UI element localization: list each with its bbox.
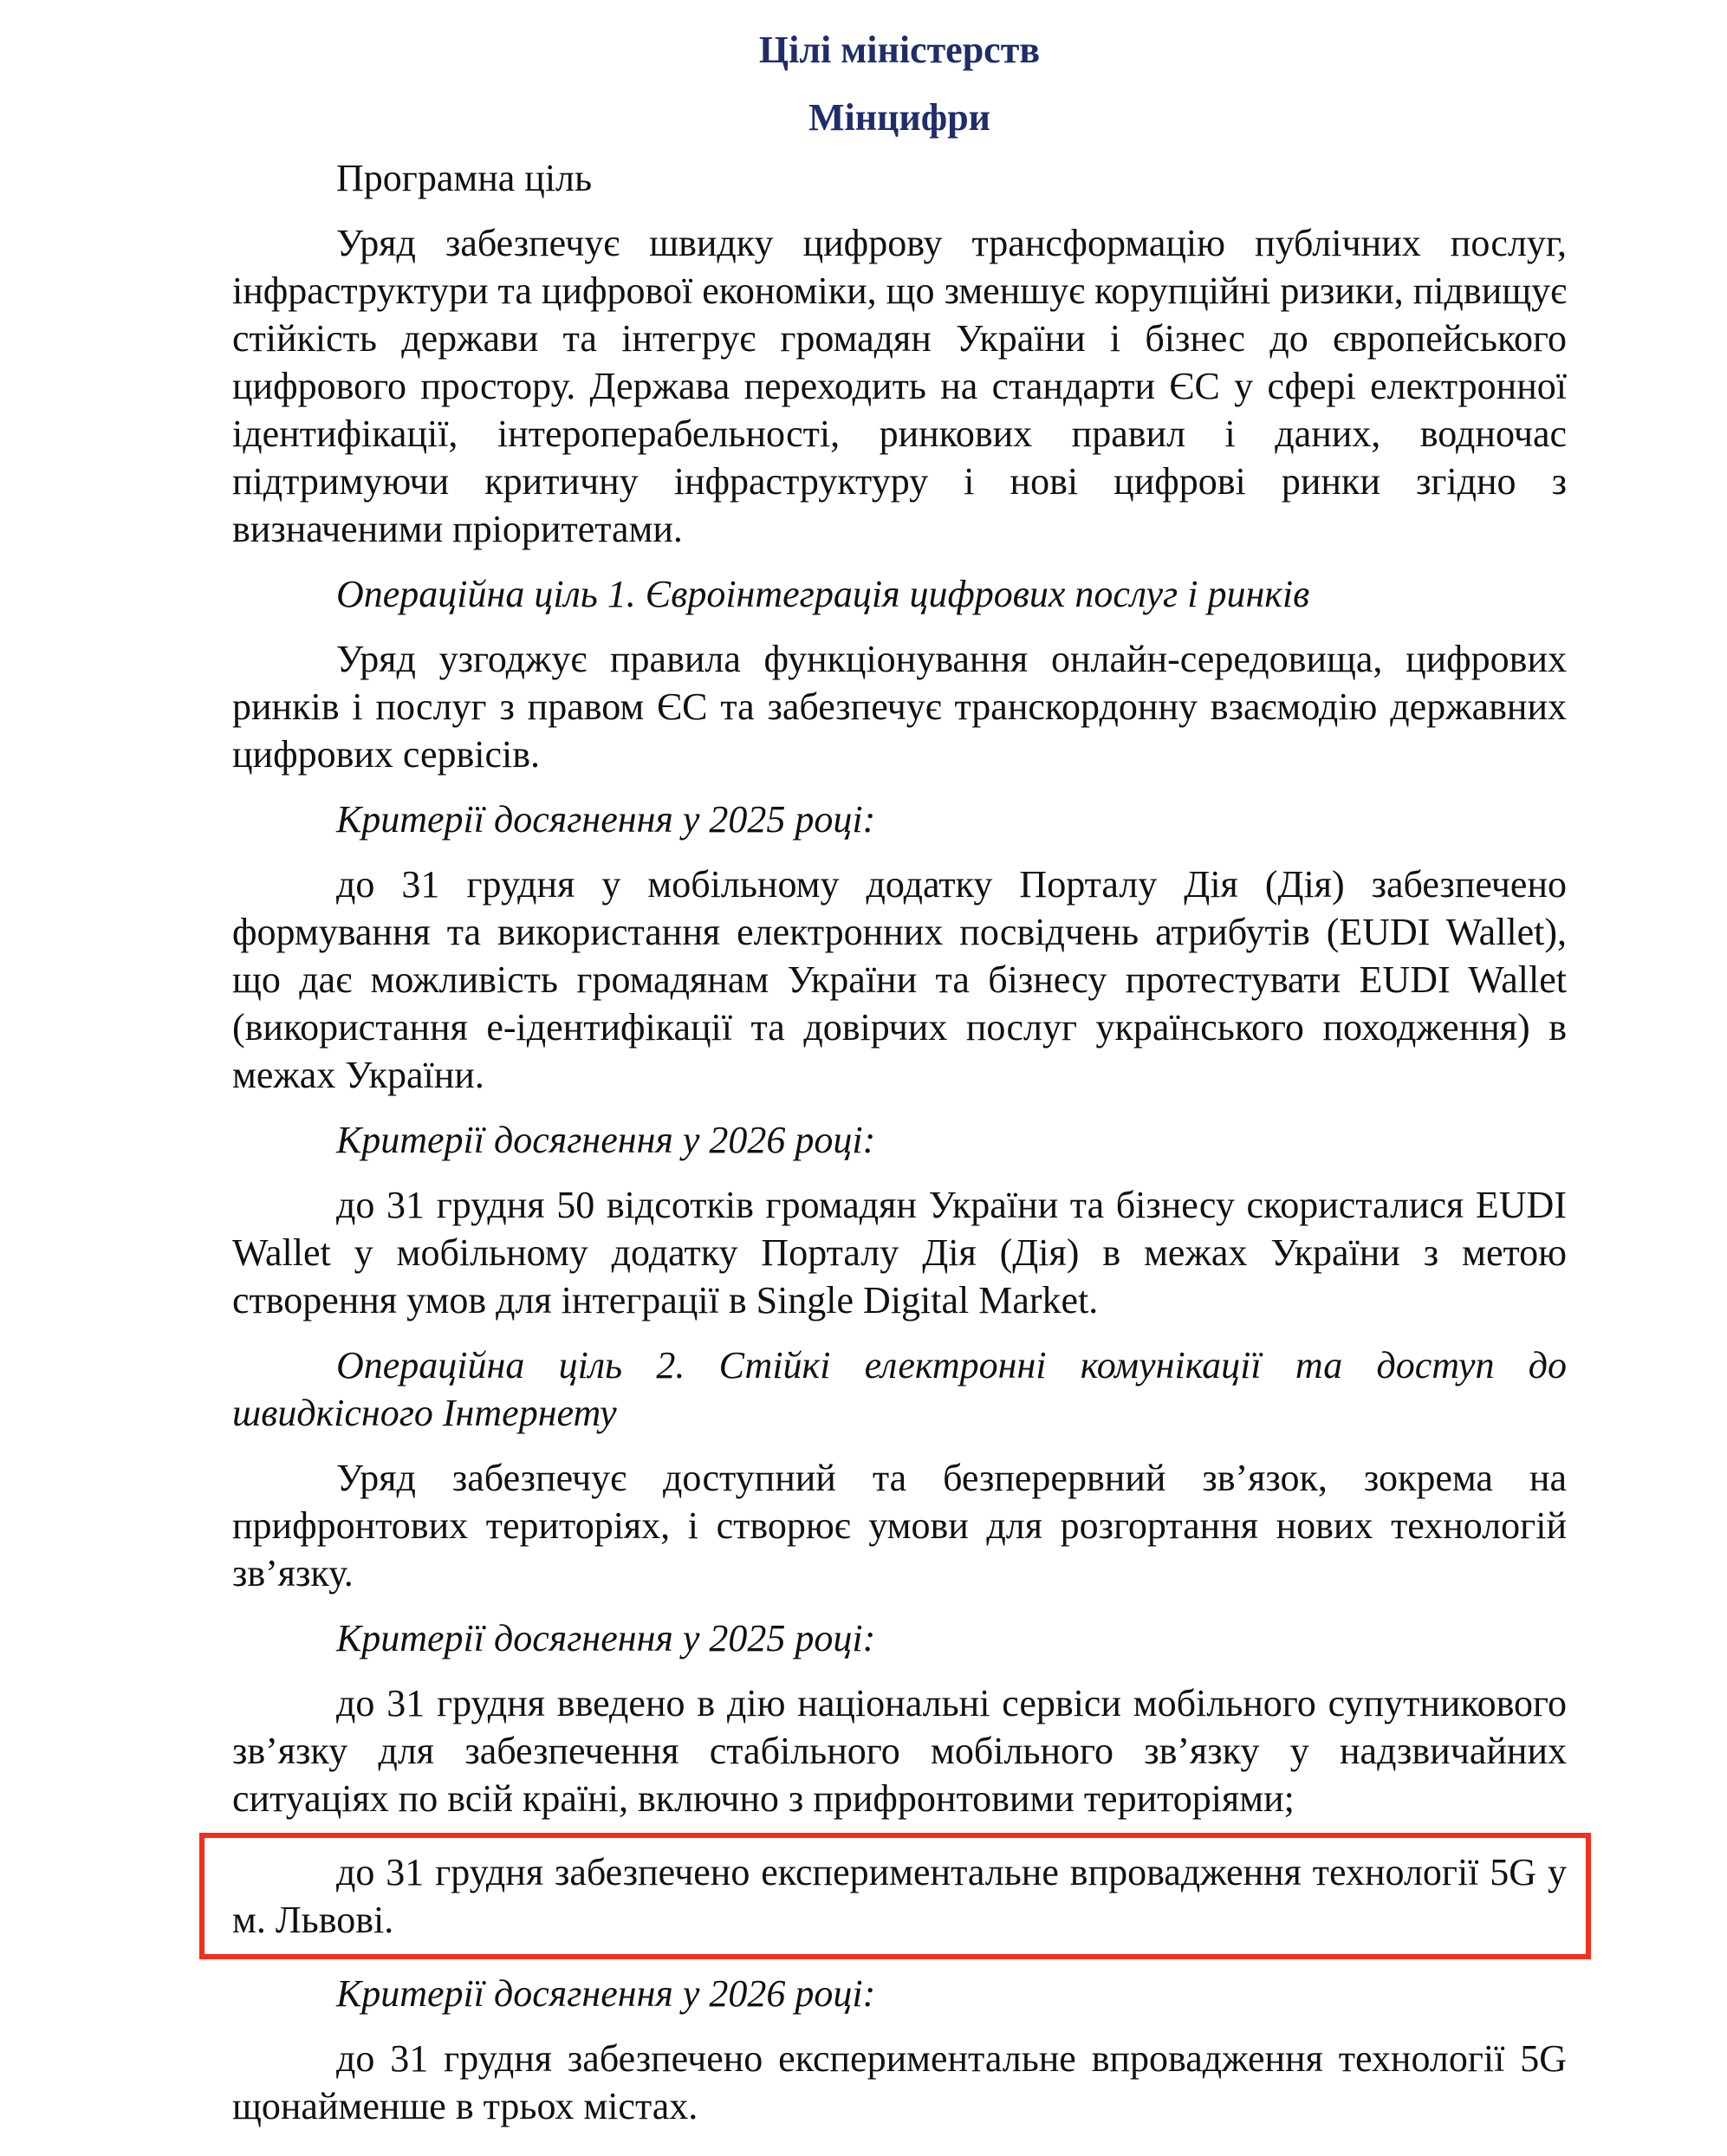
goal1-criteria-2026-label: Критерії досягнення у 2026 році: <box>336 1119 876 1161</box>
goal1-criteria-2026-text: до 31 грудня 50 відсотків громадян України та бізнесу скористалися EUDI Wallet у мобільному додатку Порталу Дія (Дія) в межах України з метою створення умов для інтеграції в Single Digital Market. <box>232 1184 1567 1322</box>
document-page <box>232 0 1567 2130</box>
goal2-text: Уряд забезпечує доступний та безперервний зв’язок, зокрема на прифронтових територіях, і створює умови для розгортання нових технологій зв’язку. <box>232 1457 1567 1594</box>
goal2-criteria-2026-text: до 31 грудня забезпечено експериментальне впровадження технології 5G щонайменше в трьох містах. <box>232 2037 1567 2127</box>
goal1-criteria-2025-text: до 31 грудня у мобільному додатку Порталу Дія (Дія) забезпечено формування та використання електронних посвідчень атрибутів (EUDI Wallet), що дає можливість громадянам України та бізнесу протестувати EUDI Wallet (використання е-ідентифікації та довірчих послуг українського походження) в межах України. <box>232 863 1567 1096</box>
goal2-criteria-2025-item2: до 31 грудня забезпечено експериментальне впровадження технології 5G у м. Львові. <box>232 1851 1567 1941</box>
goal2-criteria-2025-label: Критерії досягнення у 2025 році: <box>336 1617 876 1659</box>
goal1-title: Операційна ціль 1. Євроінтеграція цифрових послуг і ринків <box>336 573 1310 615</box>
goal2-criteria-2025-item1: до 31 грудня введено в дію національні сервіси мобільного супутникового зв’язку для забезпечення стабільного мобільного зв’язку у надзвичайних ситуаціях по всій країні, включно з прифронтовими територіями; <box>232 1682 1567 1820</box>
program-goal-label: Програмна ціль <box>336 157 593 199</box>
goal1-criteria-2025-label: Критерії досягнення у 2025 році: <box>336 798 876 841</box>
program-goal-text: Уряд забезпечує швидку цифрову трансформацію публічних послуг, інфраструктури та цифрової економіки, що зменшує корупційні ризики, підвищує стійкість держави та інтегрує громадян України і бізнес до європейського цифрового простору. Держава переходить на стандарти ЄС у сфері електронної ідентифікації, інтероперабельності, ринкових правил і даних, водночас підтримуючи критичну інфраструктуру і нові цифрові ринки згідно з визначеними пріоритетами. <box>232 222 1567 550</box>
highlight-box <box>199 1833 1591 1959</box>
goal1-text: Уряд узгоджує правила функціонування онлайн-середовища, цифрових ринків і послуг з правом ЄС та забезпечує транскордонну взаємодію державних цифрових сервісів. <box>232 638 1567 776</box>
goal2-criteria-2026-label: Критерії досягнення у 2026 році: <box>336 1972 876 2015</box>
document-title: Цілі міністерств <box>758 29 1041 71</box>
ministry-title: Мінцифри <box>808 96 991 139</box>
goal2-title: Операційна ціль 2. Стійкі електронні комунікації та доступ до швидкісного Інтернету <box>232 1344 1567 1434</box>
